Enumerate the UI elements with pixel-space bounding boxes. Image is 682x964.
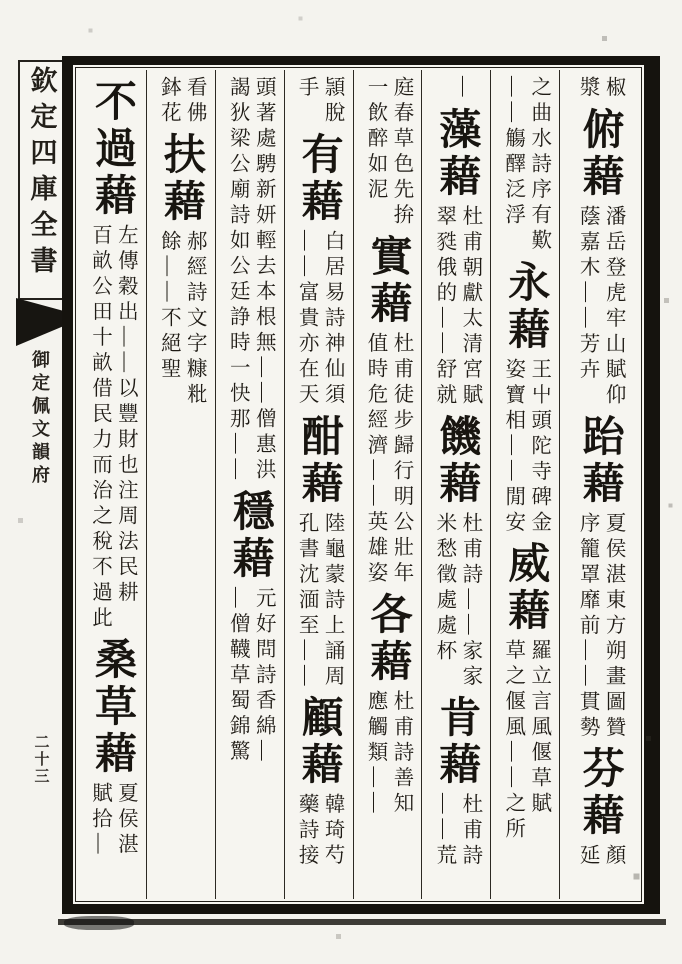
gloss-note [575,512,624,742]
entry-headword: 顧藉 [295,695,342,789]
gloss-note [438,76,475,102]
text-column-3 [421,70,490,899]
text-column-2 [490,70,559,899]
entry-headword: 不過藉 [88,79,135,220]
ink-smudge [64,916,134,930]
gloss-left-line: 謁狄梁公廟詩如公廷諍時一快那―― [226,76,249,484]
gloss-left-line: 百畝公田十畝借民力而治之稅不過此 [88,224,111,632]
gloss-right-line: 王屮頭陀寺碑金 [527,357,550,536]
gloss-note [294,230,343,409]
gloss-note [432,793,481,870]
gloss-right-line: 頭著處騁新妍輕去本根無――僧惠洪 [252,76,275,484]
text-column-8 [78,70,146,899]
gloss-note [501,639,550,843]
gloss-left-line: ――富貴亦在天 [295,230,318,409]
gloss-left-line: 手 [295,76,318,102]
gloss-note [156,230,205,409]
gloss-right-line: 杜甫徒步歸行明公壯年 [389,332,412,587]
gloss-left-line: 餘――不絕聖 [157,230,180,383]
paper-speckles [0,0,1,1]
margin-column [16,56,64,936]
gloss-note [501,358,550,537]
gloss-note [363,690,412,818]
gloss-note [156,76,205,127]
gloss-left-line: 賦拾― [88,782,111,859]
gloss-left-line: 序籠罩靡前――貫勢 [576,511,599,741]
text-columns [78,70,639,899]
gloss-right-line: 夏侯湛東方朔畫圖贊 [602,511,625,741]
gloss-note [363,332,412,587]
gloss-note [432,205,481,409]
gloss-left-line: 應觸類―― [364,690,387,818]
entry-headword: 威藉 [502,541,549,635]
leaf-number-wrap [20,734,60,785]
gloss-right-line: 庭春草色先拚 [389,76,412,229]
entry-headword: 永藉 [502,259,549,354]
entry-headword: 肯藉 [433,695,480,789]
gloss-note [225,587,274,766]
entry-headword: 饑藉 [433,413,480,508]
gloss-note [432,512,481,691]
gloss-left-line: 延 [576,844,599,870]
text-column-5 [284,70,353,899]
gloss-note [225,76,274,484]
entry-headword: 有藉 [295,132,342,226]
gloss-note [294,76,343,127]
gloss-note [88,224,137,632]
gloss-right-line: 杜甫詩――家家 [458,511,481,690]
gloss-left-line: 藥詩接 [295,793,318,870]
text-column-6 [215,70,284,899]
page-fold-line [58,919,666,925]
gloss-right-line: 看佛 [183,76,206,127]
text-column-7 [146,70,215,899]
gloss-left-line: 一飲醉如泥 [364,76,387,204]
siku-quanshu-label: 欽定四庫全書 [26,66,57,282]
gloss-left-line: 姿寶相――閒安 [501,357,524,536]
fishtail-tab [16,298,62,346]
gloss-left-line: ――觴醳泛浮 [501,76,524,229]
entry-headword: 俯藉 [576,106,623,201]
text-column-1 [559,70,639,899]
gloss-note [575,844,624,870]
gloss-right-line: 杜甫朝獻太清宮賦 [458,204,481,409]
gloss-right-line: 杜甫詩 [458,793,481,870]
gloss-left-line: 鉢花 [157,76,180,127]
entry-headword: 芬藉 [576,746,623,840]
gloss-right-line: 左傳穀出――以豐財也注周法民耕 [114,224,137,607]
siku-quanshu-label-box [18,60,64,300]
gloss-right-line: 韓琦芍 [321,793,344,870]
gloss-right-line: 夏侯湛 [114,782,137,859]
gloss-right-line: 之曲水詩序有歎 [527,76,550,255]
gloss-right-line: 杜甫詩善知 [389,690,412,818]
gloss-note [575,205,624,409]
book-title-label-wrap [20,350,60,488]
gloss-note [88,782,137,859]
gloss-left-line: 孔書沈湎至―― [295,511,318,690]
gloss-left-line: ――荒 [432,793,455,870]
gloss-right-line: 潘岳登虎牢山賦仰 [602,204,625,409]
gloss-right-line: 椒 [602,76,625,102]
entry-headword: 跆藉 [576,413,623,508]
gloss-right-line: 羅立言風偃草賦 [527,639,550,818]
gloss-left-line: 米愁徵處處杯 [432,511,455,665]
text-frame [62,56,660,914]
gloss-right-line: 白居易詩神仙須 [321,230,344,409]
gloss-note [575,76,624,102]
entry-headword: 酣藉 [295,413,342,508]
gloss-note [363,76,412,229]
gloss-left-line: 值時危經濟――英雄姿 [364,332,387,587]
entry-headword: 藻藉 [433,106,480,201]
gloss-note [501,76,550,255]
gloss-left-line: 翠甤俄的――舒就 [432,204,455,409]
gloss-left-line: 草之偃風――之所 [501,639,524,843]
gloss-right-line: 陸龜蒙詩上誦周 [321,511,344,690]
gloss-right-line: 元好問詩香綿― [252,587,275,766]
entry-headword: 扶藉 [157,132,204,226]
gloss-right-line: ― [452,76,475,102]
entry-headword: 穩藉 [226,489,273,583]
book-title-label: 御定佩文韻府 [30,350,50,488]
gloss-left-line: ―僧韈草蜀錦驚 [226,587,249,766]
gloss-left-line: 蔭嘉木――芳卉 [576,204,599,383]
gloss-right-line: 郝經詩文字糠粃 [183,230,206,409]
gloss-right-line: 顏 [602,844,625,870]
gloss-right-line: 頴脫 [321,76,344,127]
gloss-note [294,512,343,691]
entry-headword: 各藉 [364,592,411,686]
leaf-number: 二十三 [32,734,49,785]
entry-headword: 桑草藉 [88,637,135,778]
text-column-4 [353,70,422,899]
entry-headword: 實藉 [364,234,411,328]
gloss-note [294,793,343,870]
gloss-left-line: 漿 [576,76,599,102]
